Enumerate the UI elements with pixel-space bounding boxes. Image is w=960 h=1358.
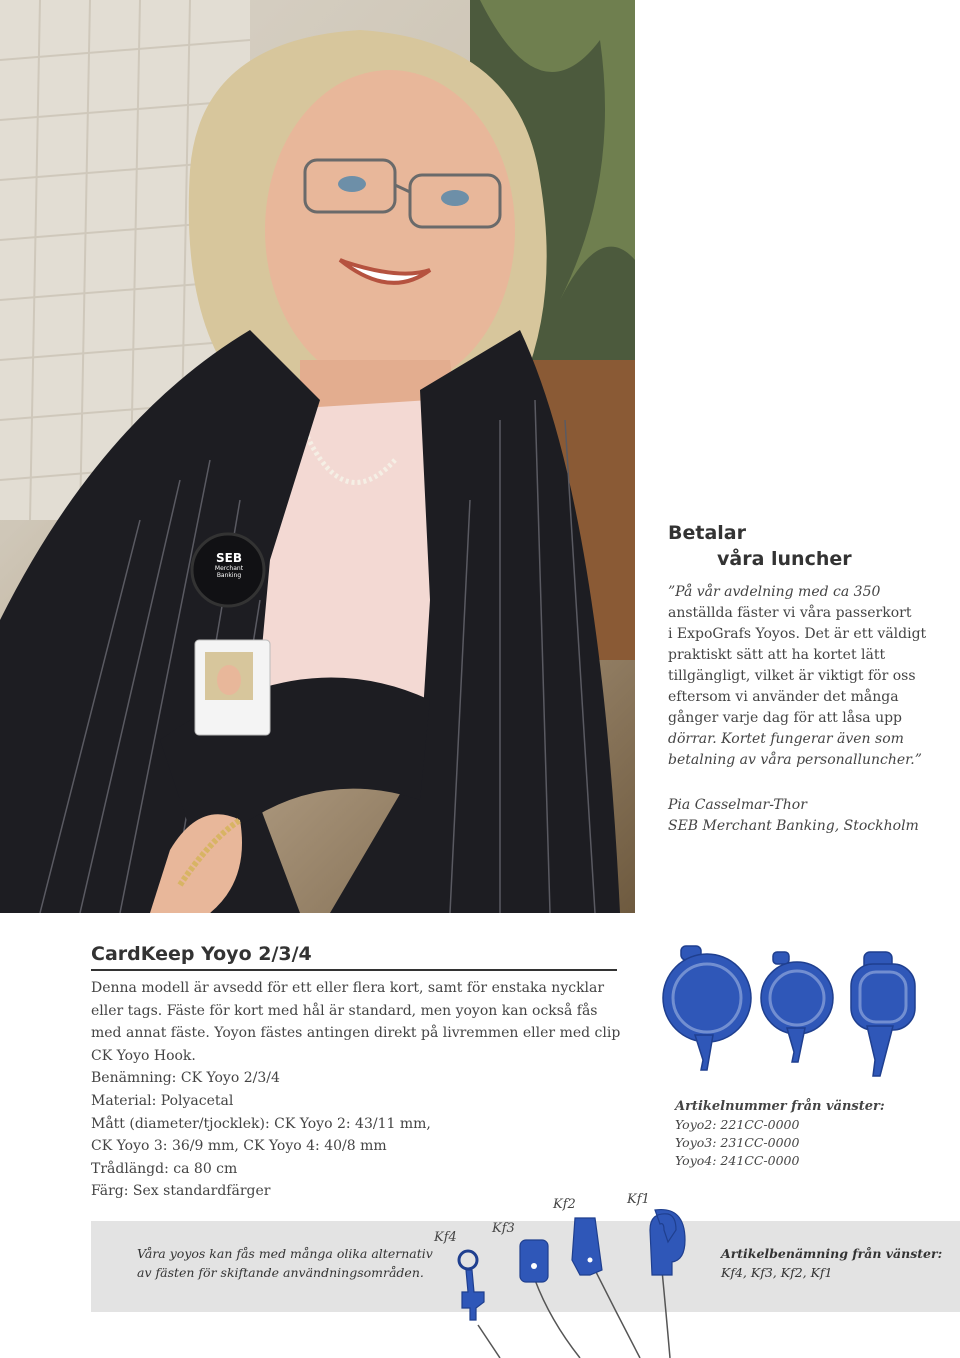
product-title: CardKeep Yoyo 2/3/4 [91, 943, 617, 971]
seb-sub-text-2: Banking [216, 572, 242, 579]
seb-sub-text-1: Merchant [214, 565, 244, 572]
article-number: Yoyo3: 231CC-0000 [675, 1135, 800, 1150]
attachments-image [440, 1200, 700, 1358]
quote-line: i ExpoGrafs Yoyos. Det är ett väldigt [668, 626, 927, 642]
quote-line: gånger varje dag för att låsa upp [668, 710, 903, 726]
quote-line: anställda fäster vi våra passerkort [668, 605, 912, 621]
product-line: CK Yoyo 3: 36/9 mm, CK Yoyo 4: 40/8 mm [91, 1138, 387, 1155]
label-kf2: Kf2 [553, 1197, 576, 1212]
quote-line: tillgängligt, vilket är viktigt för oss [668, 668, 916, 684]
yoyo-products-image [655, 940, 945, 1085]
product-description [91, 943, 621, 1203]
label-kf1: Kf1 [627, 1192, 650, 1207]
seb-logo-text: SEB [216, 551, 242, 565]
label-kf3: Kf3 [492, 1221, 515, 1236]
quote-line: dörrar. Kortet fungerar även som [668, 731, 904, 747]
product-line: med annat fäste. Yoyon fästes antingen direkt på livremmen eller med clip [91, 1025, 621, 1042]
product-text [91, 977, 621, 1203]
attachments-names-list: Kf4, Kf3, Kf2, Kf1 [721, 1265, 833, 1280]
article-numbers-heading: Artikelnummer från vänster: [675, 1099, 885, 1114]
author-name: Pia Casselmar-Thor [668, 797, 807, 813]
product-line: CK Yoyo Hook. [91, 1047, 196, 1064]
attachments-note-line: av fästen för skiftande användningsområden. [137, 1265, 424, 1280]
attachments-names [721, 1244, 942, 1282]
product-line: Benämning: CK Yoyo 2/3/4 [91, 1070, 280, 1087]
attachments-names-heading: Artikelbenämning från vänster: [721, 1246, 943, 1261]
product-line: eller tags. Fäste för kort med hål är standard, men yoyon kan också fås [91, 1002, 598, 1019]
quote-line: praktiskt sätt att ha kortet lätt [668, 647, 886, 663]
attachments-note [137, 1244, 433, 1282]
seb-badge-logo [203, 552, 255, 579]
title-line-2: våra luncher [717, 548, 852, 570]
quote-line: eftersom vi använder det många [668, 689, 899, 705]
title-line-1: Betalar [668, 522, 746, 544]
attachments-note-line: Våra yoyos kan fås med många olika alternativ [137, 1246, 433, 1261]
article-number: Yoyo2: 221CC-0000 [675, 1117, 800, 1132]
quote-line: ”På vår avdelning med ca 350 [668, 584, 881, 600]
author-company: SEB Merchant Banking, Stockholm [668, 818, 919, 834]
article-numbers [675, 1098, 935, 1170]
testimonial-title [668, 520, 948, 572]
product-line: Denna modell är avsedd för ett eller flera kort, samt för enstaka nycklar [91, 980, 605, 996]
article-number: Yoyo4: 241CC-0000 [675, 1153, 800, 1168]
product-line: Färg: Sex standardfärger [91, 1183, 271, 1200]
portrait-illustration [0, 0, 635, 913]
quote-author [668, 795, 948, 837]
product-line: Trådlängd: ca 80 cm [91, 1160, 238, 1177]
label-kf4: Kf4 [434, 1230, 457, 1245]
product-line: Mått (diameter/tjocklek): CK Yoyo 2: 43/11 mm, [91, 1115, 431, 1132]
quote-line: betalning av våra personalluncher.” [668, 752, 922, 768]
portrait-photo [0, 0, 635, 913]
testimonial-quote [668, 582, 948, 771]
product-line: Material: Polyacetal [91, 1092, 234, 1109]
testimonial [668, 520, 948, 837]
